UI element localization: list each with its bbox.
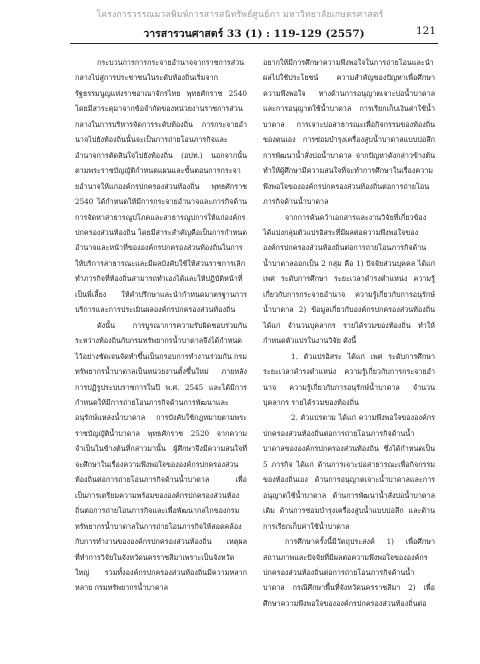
paragraph: กระบวนการการกระจายอำนาจจากราชการส่วนกลางไปสู่การประชาชนในระดับท้องถิ่นเริ่มจากรัฐธรรมนูญแห่งราชอาณาจักรไทย พุทธศักราช 2540 โดยมีสาระคุมาจากข้อจำกัดของหน่วยงานราชการส่วนกลางในการบริหารจัดการระดับท้องถิ่น การกระจายอำนาจไปยังท้องถิ่นนั้นจะเป็นการถ่ายโอนภารกิจและอำนาจการตัดสินใจไปยังท้องถิ่น (อปท.) นอกจากนั้นตามพระราชบัญญัติกำหนดแผนและขั้นตอนการกระจายอำนาจให้แก่องค์กรปกครองส่วนท้องถิ่น พุทธศักราช 2540 ได้กำหนดให้มีการกระจายอำนาจและภารกิจด้านการจัดหาสาธารณูปโภคและสาธารณูปการให้แก่องค์กรปกครองส่วนท้องถิ่น โดยมีสาระสำคัญคือเป็นการกำหนดอำนาจและหน้าที่ขององค์กรปกครองส่วนท้องถิ่นในการให้บริการสาธารณะและมีผลบังคับใช้ให้ส่วนราชการเลิกทำภารกิจที่ท้องถิ่นสามารถทำเองได้และให้ปฏิบัติหน้าที่เป็นพี่เลี้ยง ให้คำปรึกษาและนำกำหนดมาตรฐานการบริการและการประเมินผลองค์กรปกครองส่วนท้องถิ่น — [75, 58, 247, 315]
header-rule — [70, 43, 438, 44]
journal-citation: วารสารวนศาสตร์ 33 (1) : 119-129 (2557) — [143, 28, 365, 40]
right-column — [263, 55, 435, 611]
running-header — [72, 25, 436, 39]
page-number: 121 — [415, 25, 436, 37]
variable-item: 2. ตัวแปรตาม ได้แก่ ความพึงพอใจขององค์กรปกครองส่วนท้องถิ่นต่อการถ่ายโอนภารกิจด้านน้ำบาดาลขององค์กรปกครองส่วนท้องถิ่น ซึ่งได้กำหนดเป็น 5 ภารกิจ ได้แก่ ด้านการเจาะบ่อสาธารณะเพื่อกิจกรรมของท้องถิ่นเอง ด้านการอนุญาตเจาะน้ำบาดาลและการอนุญาตใช้น้ำบาดาล ด้านการพัฒนาน้ำสั่งบ่อน้ำบาดาลเดิม ด้านการซ่อมบำรุงเครื่องสูบน้ำแบบบ่อลึก และด้านการเรียกเก็บค่าใช้น้ำบาดาล — [263, 413, 435, 531]
paragraph: อยากให้มีการศึกษาความพึงพอใจในการถ่ายโอนและนำผลไปใช้ประโยชน์ ความสำคัญของปัญหาเพื่อศึกษาความพึงพอใจ ทางด้านการอนุญาตเจาะบ่อน้ำบาดาลและการอนุญาตใช้น้ำบาดาล การเรียกเก็บเงินค่าใช้น้ำบาดาล การเจาะบ่อสาธารณะเพื่อกิจกรรมของท้องถิ่นของตนเอง การซ่อมบำรุงเครื่องสูบน้ำบาดาลแบบบ่อลึกการพัฒนาน้ำสั่งบ่อน้ำบาดาล จากปัญหาดังกล่าวข้างต้น ทำให้ผู้ศึกษามีความสนใจที่จะทำการศึกษาในเรื่องความพึงพอใจขององค์กรปกครองส่วนท้องถิ่นต่อการถ่ายโอนภารกิจด้านน้ำบาดาล — [263, 58, 435, 207]
paragraph: การศึกษาครั้งนี้มีวัตถุประสงค์ 1) เพื่อศึกษาสถานภาพและปัจจัยที่มีผลต่อความพึงพอใจขององค์กรปกครองส่วนท้องถิ่นต่อการถ่ายโอนภารกิจด้านน้ำบาดาล กรณีศึกษาพื้นที่จังหวัดนครราชสีมา 2) เพื่อศึกษาความพึงพอใจขององค์กรปกครองส่วนท้องถิ่นต่อ — [263, 537, 435, 608]
paragraph: ดังนั้น การบูรณาการความรับผิดชอบร่วมกันระหว่างท้องถิ่นกับกรมทรัพยากรน้ำบาดาลจึงได้กำหนดไว้อย่างชัดเจนจัดทำขึ้นเป็นกรอบการทำงานร่วมกัน กรมทรัพยากรน้ำบาดาลเป็นหน่วยงานตั้งขึ้นใหม่ ภายหลังการปฏิรูประบบราชการในปี พ.ศ. 2545 และได้มีการกำหนดให้มีการถ่ายโอนภารกิจด้านการพัฒนาและอนุรักษ์แหล่งน้ำบาดาล การบังคับใช้กฎหมายตามพระราชบัญญัติน้ำบาดาล พุทธศักราช 2520 จากความจำเป็นในข้างต้นที่กล่าวมานั้น ผู้ศึกษาจึงมีความสนใจที่จะศึกษาในเรื่องความพึงพอใจขององค์กรปกครองส่วนท้องถิ่นต่อการถ่ายโอนภารกิจด้านน้ำบาดาล เพื่อเป็นการเตรียมความพร้อมขององค์กรปกครองส่วนท้องถิ่นต่อการถ่ายโอนภารกิจและเพื่อพัฒนากลไกของกรมทรัพยากรน้ำบาดาลในการถ่ายโอนภารกิจให้สอดคล้องกับการทำงานขององค์กรปกครองส่วนท้องถิ่น เหตุผลที่ทำการวิจัยในจังหวัดนครราชสีมาเพราะเป็นจังหวัดใหญ่ รวมทั้งองค์กรปกครองส่วนท้องถิ่นมีความหลากหลาย กรมทรัพยากรน้ำบาดาล — [75, 320, 247, 593]
paragraph: จากการค้นคว้าเอกสารและงานวิจัยที่เกี่ยวข้อง ได้แบ่งกลุ่มตัวแปรอิสระที่มีผลต่อความพึงพอใจขององค์กรปกครองส่วนท้องถิ่นต่อการถ่ายโอนภารกิจด้านน้ำบาดาลออกเป็น 2 กลุ่ม คือ 1) ปัจจัยส่วนบุคคล ได้แก่ เพศ ระดับการศึกษา ระยะเวลาดำรงตำแหน่ง ความรู้เกี่ยวกับการกระจายอำนาจ ความรู้เกี่ยวกับการอนุรักษ์น้ำบาดาล 2) ข้อมูลเกี่ยวกับองค์กรปกครองส่วนท้องถิ่น ได้แก่ จำนวนบุคลากร รายได้รวมของท้องถิ่น ทำให้กำหนดตัวแปรในงานวิจัย ดังนี้ — [263, 212, 435, 346]
watermark-text: โครงการวรรณมวลพิมพ์การสารสนิทรัพย์ศูนย์ภา มหาวิทยาลัยเกษตรศาสตร์ — [96, 10, 384, 20]
left-column — [75, 55, 247, 596]
variable-item: 1. ตัวแปรอิสระ ได้แก่ เพศ ระดับการศึกษา ระยะเวลาดำรงตำแหน่ง ความรู้เกี่ยวกับการกระจายอำนาจ ความรู้เกี่ยวกับการอนุรักษ์น้ำบาดาล จำนวนบุคลากร รายได้รวมของท้องถิ่น — [263, 351, 435, 407]
